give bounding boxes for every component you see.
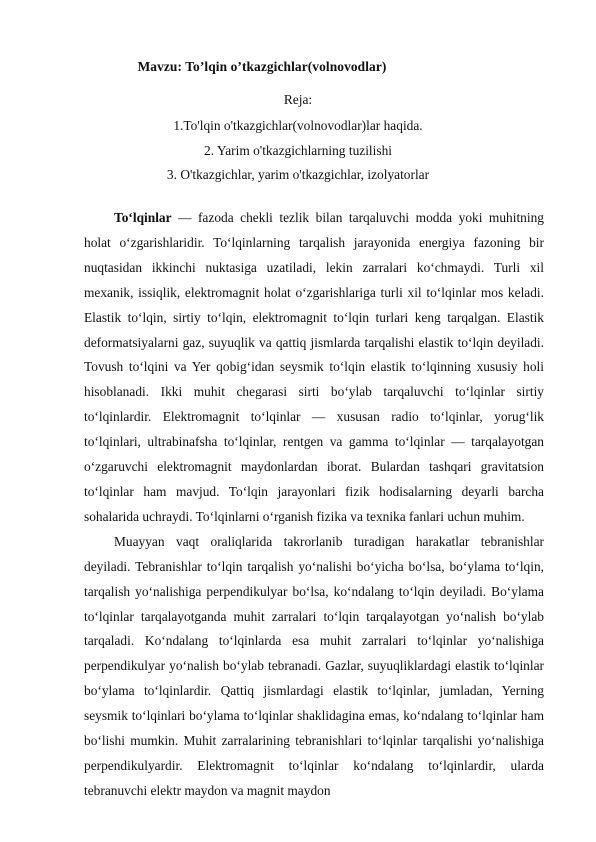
plan-item-3: 3. O'tkazgichlar, yarim o'tkazgichlar, izolyatorlar (166, 167, 430, 182)
plan-heading: Reja: (283, 92, 313, 107)
paragraph-1-term: To‘lqinlar (114, 210, 172, 225)
document-body (84, 206, 544, 804)
document-title-text: Mavzu: To’lqin o’tkazgichlar(volnovodlar) (137, 59, 387, 74)
plan-item-1: 1.To'lqin o'tkazgichlar(volnovodlar)lar haqida. (173, 118, 423, 133)
document-title (0, 59, 596, 75)
paragraph-2: Muayyan vaqt oraliqlarida takrorlanib turadigan harakatlar tebranishlar deyiladi. Tebranishlar to‘lqin tarqalish yo‘nalishi bo‘yicha bo‘lsa, bo‘ylama to‘lqin, tarqalish yo‘nalishiga perpendikulyar bo‘lsa, ko‘ndalang to‘lqin deyiladi. Bo‘ylama to‘lqinlar tarqalayotganda muhit zarralari to‘lqin tarqalayotgan yo‘nalish bo‘ylab tarqaladi. Ko‘ndalang to‘lqinlarda esa muhit zarralari to‘lqinlar yo‘nalishiga perpendikulyar yo‘nalish bo‘ylab tebranadi. Gazlar, suyuqliklardagi elastik to‘lqinlar bo‘ylama to‘lqinlardir. Qattiq jismlardagi elastik to‘lqinlar, jumladan, Yerning seysmik to‘lqinlari bo‘ylama to‘lqinlar shaklidagina emas, ko‘ndalang to‘lqinlar ham bo‘lishi mumkin. Muhit zarralarining tebranishlari to‘lqinlar tarqalishi yo‘nalishiga perpendikulyardir. Elektromagnit to‘lqinlar ko‘ndalang to‘lqinlardir, ularda tebranuvchi elektr maydon va magnit maydon (84, 533, 544, 798)
paragraph-1-text: — fazoda chekli tezlik bilan tarqaluvchi modda yoki muhitning holat o‘zgarishlaridir. To‘lqinlarning tarqalish jarayonida energiya fazoning bir nuqtasidan ikkinchi nuktasiga uzatiladi, lekin zarralari ko‘chmaydi. Turli xil mexanik, issiqlik, elektromagnit holat o‘zgarishlariga turli xil to‘lqinlar mos keladi. Elastik to‘lqin, sirtiy to‘lqin, elektromagnit to‘lqin turlari keng tarqalgan. Elastik deformatsiyalarni gaz, suyuqlik va qattiq jismlarda tarqalishi elastik to‘lqin deyiladi. Tovush to‘lqini va Yer qobig‘idan seysmik to‘lqin elastik to‘lqinning xususiy holi hisoblanadi. Ikki muhit chegarasi sirti bo‘ylab tarqaluvchi to‘lqinlar sirtiy to‘lqinlardir. Elektromagnit to‘lqinlar — xususan radio to‘lqinlar, yorug‘lik to‘lqinlari, ultrabinafsha to‘lqinlar, rentgen va gamma to‘lqinlar — tarqalayotgan o‘zgaruvchi elektromagnit maydonlardan iborat. Bulardan tashqari gravitatsion to‘lqinlar ham mavjud. To‘lqin jarayonlari fizik hodisalarning deyarli barcha sohalarida uchraydi. To‘lqinlarni o‘rganish fizika va texnika fanlari uchun muhim. (84, 210, 544, 524)
plan-item-2: 2. Yarim o'tkazgichlarning tuzilishi (204, 143, 392, 158)
paragraph-1 (84, 206, 544, 530)
